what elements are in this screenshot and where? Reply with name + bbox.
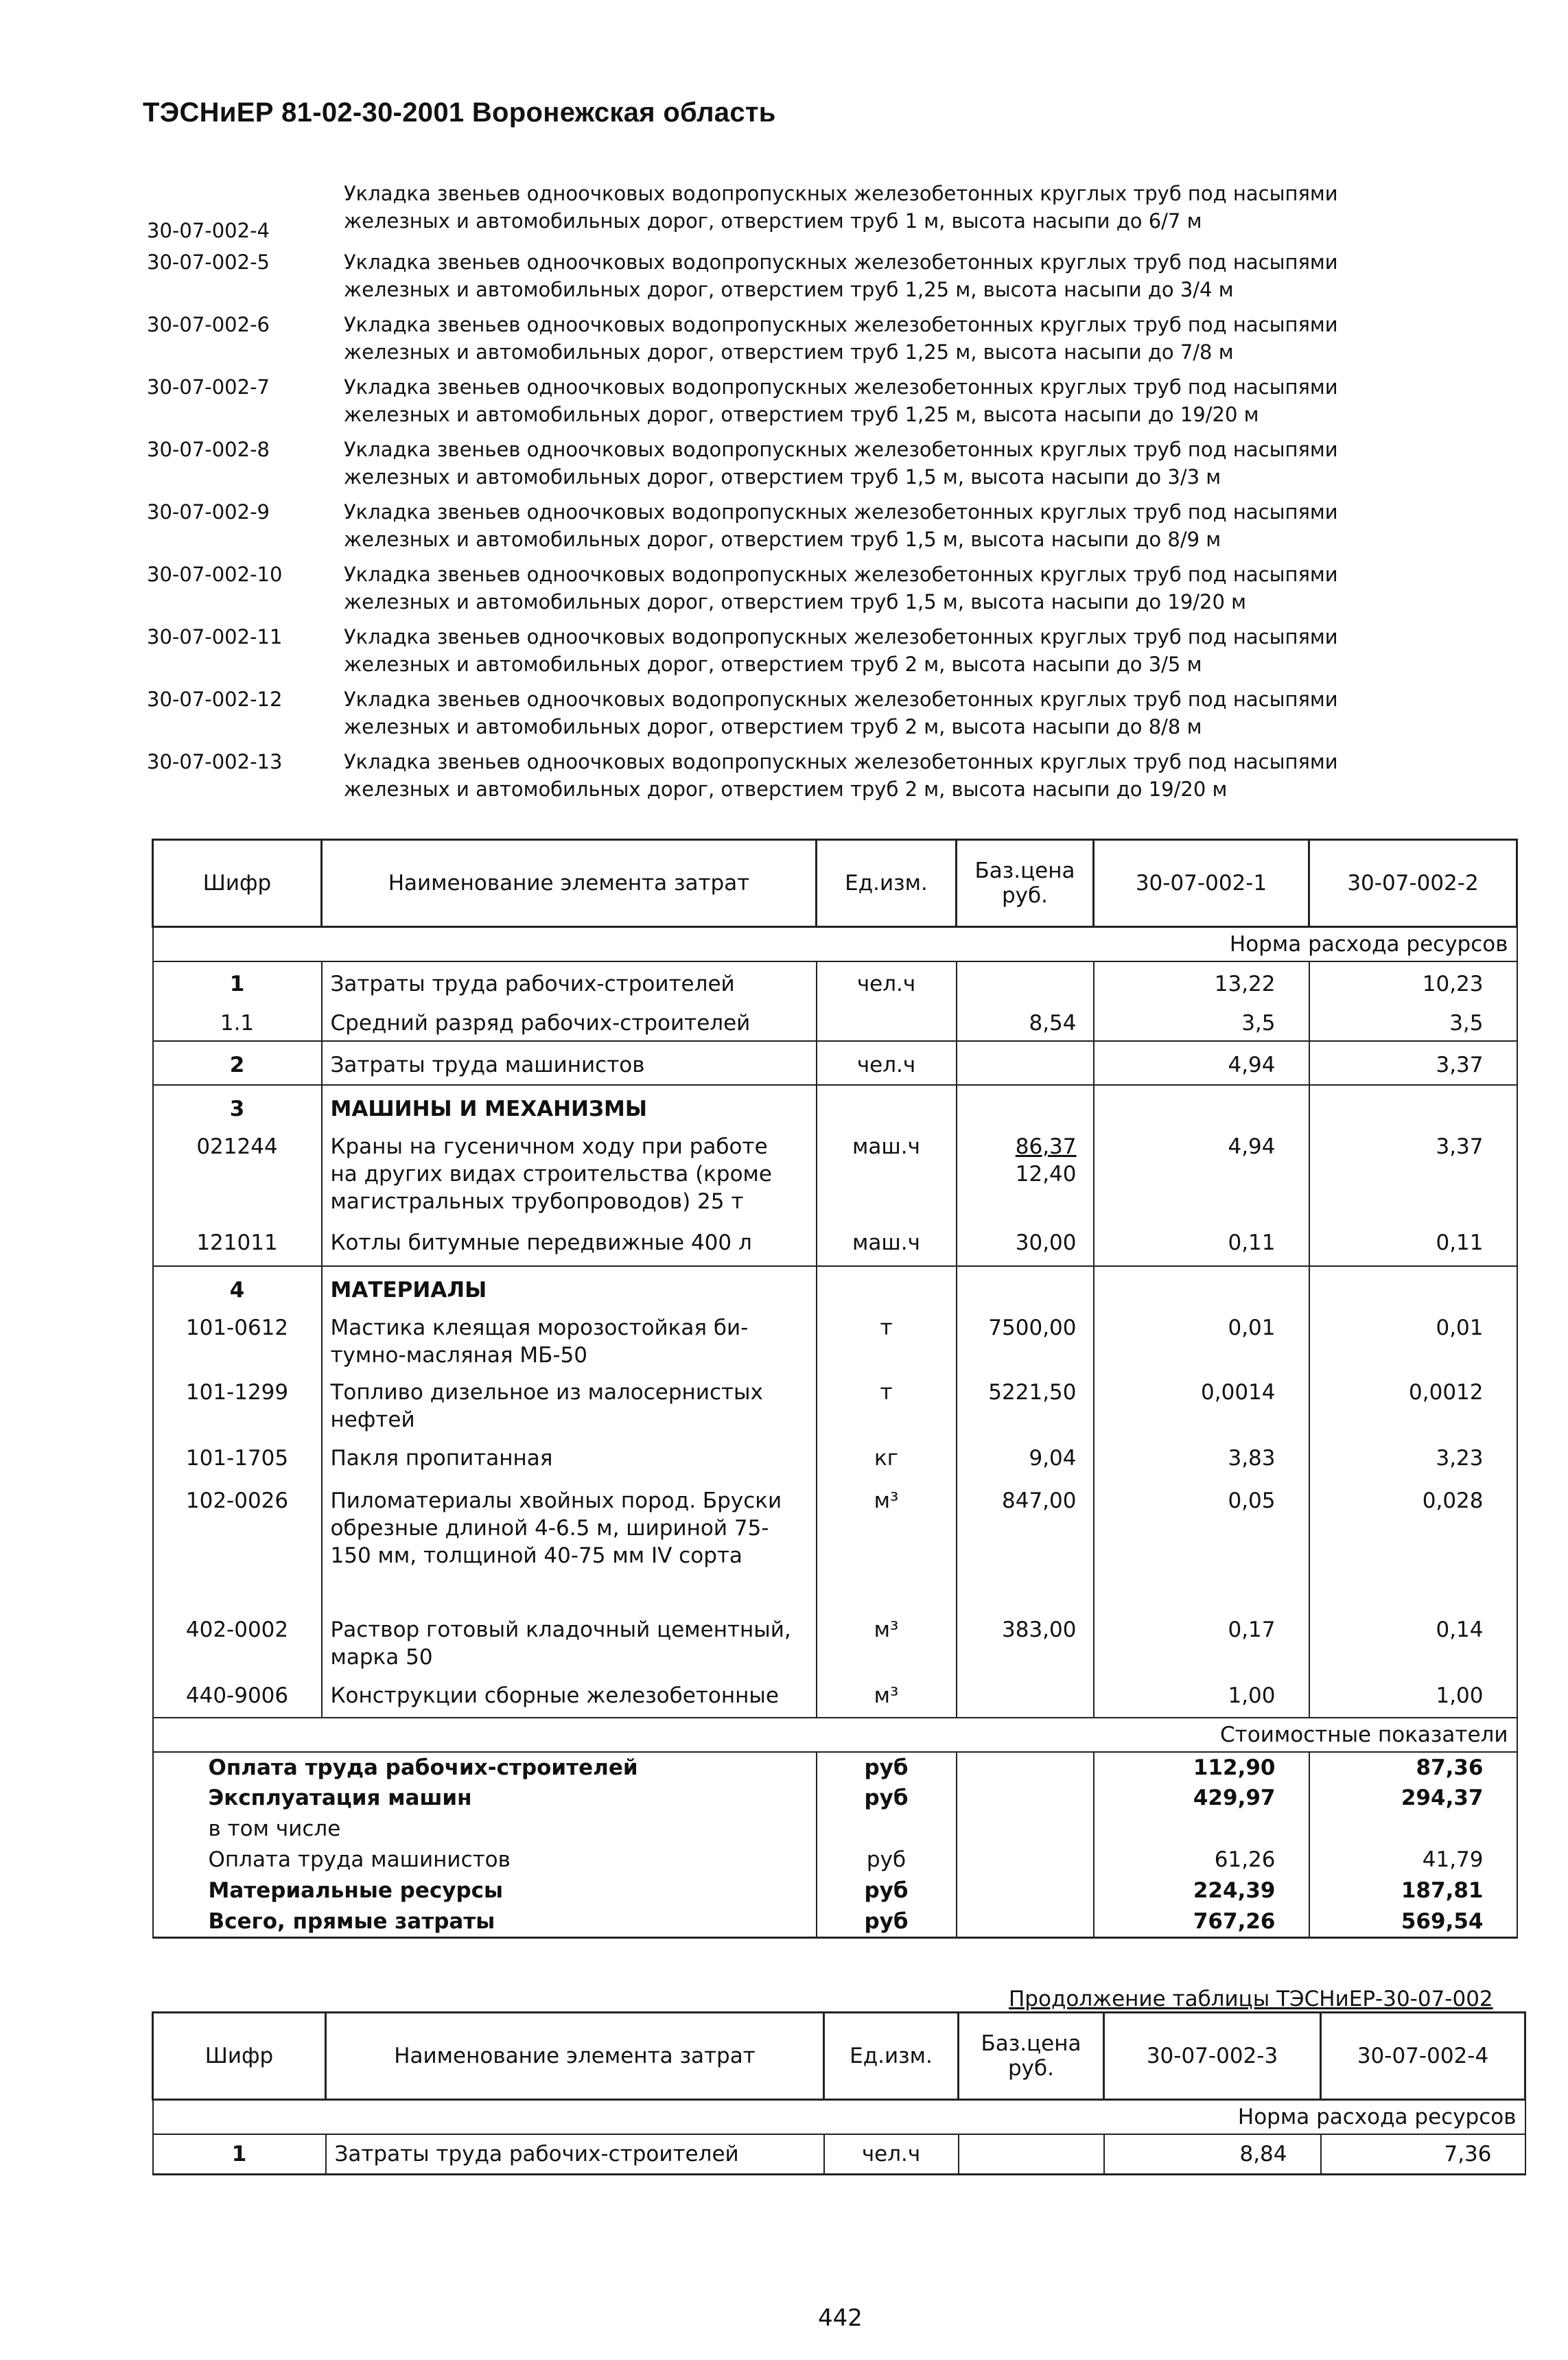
code-row — [147, 498, 1485, 561]
table-row: 101-1705 Пакля пропитанная кг 9,04 3,83 3,23 — [153, 1445, 1517, 1487]
resource-table-2 — [152, 2011, 1526, 2175]
header-price: Баз.цена руб. — [959, 2013, 1104, 2100]
cost-row — [153, 1814, 1517, 1845]
code-description-line: Укладка звеньев одноочковых водопропускных железобетонных круглых труб под насыпями — [344, 250, 1338, 274]
code-description-line: железных и автомобильных дорог, отверстием труб 1,25 м, высота насыпи до 19/20 м — [344, 403, 1259, 426]
page-number: 442 — [818, 2304, 863, 2332]
cost-unit — [817, 1814, 957, 1845]
code-id: 30-07-002-5 — [147, 250, 270, 274]
continuation-caption: Продолжение таблицы ТЭСНиЕР-30-07-002 — [1009, 1987, 1493, 2011]
cost-label: в том числе — [153, 1814, 817, 1845]
code-row — [147, 686, 1485, 748]
cost-label: Всего, прямые затраты — [153, 1906, 817, 1938]
code-row — [147, 561, 1485, 623]
header-col-1: 30-07-002-1 — [1094, 840, 1309, 927]
code-row — [147, 248, 1485, 311]
code-description-line: Укладка звеньев одноочковых водопропускных железобетонных круглых труб под насыпями — [344, 500, 1338, 524]
code-id: 30-07-002-7 — [147, 375, 270, 399]
table-row: 1 Затраты труда рабочих-строителей чел.ч 8,84 7,36 — [153, 2134, 1525, 2174]
code-row — [147, 373, 1485, 436]
cost-value-2: 569,54 — [1309, 1906, 1517, 1938]
code-id: 30-07-002-6 — [147, 313, 270, 336]
code-row — [147, 311, 1485, 373]
cost-value-1: 767,26 — [1094, 1906, 1309, 1938]
code-description-line: железных и автомобильных дорог, отверстием труб 1,5 м, высота насыпи до 8/9 м — [344, 528, 1221, 551]
code-description — [344, 498, 1485, 561]
table-row: 101-0612 Мастика клеящая морозостойкая би- тумно-масляная МБ-50 т 7500,00 0,01 0,01 — [153, 1309, 1517, 1379]
code-description-line: Укладка звеньев одноочковых водопропускных железобетонных круглых труб под насыпями — [344, 438, 1338, 461]
cost-value-1 — [1094, 1814, 1309, 1845]
cost-row — [153, 1783, 1517, 1814]
code-description-line: Укладка звеньев одноочковых водопропускных железобетонных круглых труб под насыпями — [344, 313, 1338, 336]
cost-row — [153, 1752, 1517, 1783]
table-row: 021244 Краны на гусеничном ходу при работе на других видах строительства (кроме магистральных трубопроводов) 25 т маш.ч 86,37 12,40 4,94 3,37 — [153, 1126, 1517, 1229]
code-description — [344, 373, 1485, 436]
table-row: 4 МАТЕРИАЛЫ — [153, 1266, 1517, 1309]
code-description-line: железных и автомобильных дорог, отверстием труб 2 м, высота насыпи до 3/5 м — [344, 653, 1202, 676]
cost-unit: руб — [817, 1752, 957, 1783]
resource-table-1 — [152, 839, 1518, 1939]
code-description-line: Укладка звеньев одноочковых водопропускных железобетонных круглых труб под насыпями — [344, 563, 1338, 586]
code-description — [344, 561, 1485, 623]
header-cipher: Шифр — [153, 2013, 326, 2100]
cost-unit: руб — [817, 1783, 957, 1814]
section-costs: Стоимостные показатели — [153, 1718, 1517, 1752]
cost-label: Материальные ресурсы — [153, 1876, 817, 1906]
code-row — [147, 436, 1485, 498]
code-description-line: железных и автомобильных дорог, отверстием труб 1 м, высота насыпи до 6/7 м — [344, 209, 1202, 233]
code-description — [344, 748, 1485, 810]
code-description-line: железных и автомобильных дорог, отверстием труб 1,25 м, высота насыпи до 7/8 м — [344, 340, 1234, 364]
cost-value-1: 112,90 — [1094, 1752, 1309, 1783]
table-row: 102-0026 Пиломатериалы хвойных пород. Бруски обрезные длиной 4-6.5 м, шириной 75- 150 мм, толщиной 40-75 мм IV сорта м³ 847,00 0,05 0,028 — [153, 1487, 1517, 1616]
code-description-line: железных и автомобильных дорог, отверстием труб 2 м, высота насыпи до 8/8 м — [344, 715, 1202, 738]
table-row: 3 МАШИНЫ И МЕХАНИЗМЫ — [153, 1085, 1517, 1126]
code-row — [147, 623, 1485, 686]
code-description — [344, 248, 1485, 311]
code-description — [344, 623, 1485, 686]
header-col-3: 30-07-002-3 — [1104, 2013, 1321, 2100]
code-row — [147, 180, 1485, 248]
cost-label: Оплата труда машинистов — [153, 1845, 817, 1876]
code-description-line: Укладка звеньев одноочковых водопропускных железобетонных круглых труб под насыпями — [344, 688, 1338, 711]
code-description — [344, 311, 1485, 373]
table-row: 2 Затраты труда машинистов чел.ч 4,94 3,37 — [153, 1041, 1517, 1085]
page-title: ТЭСНиЕР 81-02-30-2001 Воронежская область — [143, 97, 776, 128]
table-row: 121011 Котлы битумные передвижные 400 л маш.ч 30,00 0,11 0,11 — [153, 1229, 1517, 1266]
cost-row — [153, 1876, 1517, 1906]
code-description-line: железных и автомобильных дорог, отверстием труб 1,25 м, высота насыпи до 3/4 м — [344, 278, 1234, 301]
header-unit: Ед.изм. — [817, 840, 957, 927]
header-col-2: 30-07-002-2 — [1309, 840, 1517, 927]
cost-rows — [153, 1752, 1517, 1938]
code-id: 30-07-002-13 — [147, 750, 283, 773]
cost-value-2: 187,81 — [1309, 1876, 1517, 1906]
header-col-4: 30-07-002-4 — [1321, 2013, 1525, 2100]
table-row: 440-9006 Конструкции сборные железобетонные м³ 1,00 1,00 — [153, 1682, 1517, 1718]
code-description — [344, 180, 1485, 248]
section-norms: Норма расхода ресурсов — [153, 927, 1517, 962]
code-id: 30-07-002-12 — [147, 688, 283, 711]
cost-row — [153, 1906, 1517, 1938]
header-name: Наименование элемента затрат — [326, 2013, 824, 2100]
cost-unit: руб — [817, 1845, 957, 1876]
cost-value-1: 224,39 — [1094, 1876, 1309, 1906]
code-id: 30-07-002-4 — [147, 219, 270, 242]
cost-unit: руб — [817, 1906, 957, 1938]
cost-value-2: 294,37 — [1309, 1783, 1517, 1814]
code-id: 30-07-002-10 — [147, 563, 283, 586]
code-id: 30-07-002-9 — [147, 500, 270, 524]
code-description-line: железных и автомобильных дорог, отверстием труб 1,5 м, высота насыпи до 19/20 м — [344, 590, 1247, 614]
cost-unit: руб — [817, 1876, 957, 1906]
code-description — [344, 436, 1485, 498]
cost-row — [153, 1845, 1517, 1876]
cost-value-2 — [1309, 1814, 1517, 1845]
code-description-line: Укладка звеньев одноочковых водопропускных железобетонных круглых труб под насыпями — [344, 182, 1338, 205]
cost-label: Оплата труда рабочих-строителей — [153, 1752, 817, 1783]
code-description-line: Укладка звеньев одноочковых водопропускных железобетонных круглых труб под насыпями — [344, 375, 1338, 399]
header-name: Наименование элемента затрат — [322, 840, 817, 927]
table-row: 402-0002 Раствор готовый кладочный цементный, марка 50 м³ 383,00 0,17 0,14 — [153, 1616, 1517, 1682]
cost-label: Эксплуатация машин — [153, 1783, 817, 1814]
cost-value-1: 429,97 — [1094, 1783, 1309, 1814]
table-row: 1.1 Средний разряд рабочих-строителей 8,54 3,5 3,5 — [153, 1001, 1517, 1041]
table-row: 101-1299 Топливо дизельное из малосернистых нефтей т 5221,50 0,0014 0,0012 — [153, 1379, 1517, 1445]
code-id: 30-07-002-8 — [147, 438, 270, 461]
header-cipher: Шифр — [153, 840, 322, 927]
code-description-line: Укладка звеньев одноочковых водопропускных железобетонных круглых труб под насыпями — [344, 625, 1338, 649]
code-description-list — [147, 180, 1485, 810]
cost-value-1: 61,26 — [1094, 1845, 1309, 1876]
code-row — [147, 748, 1485, 810]
code-description-line: железных и автомобильных дорог, отверстием труб 1,5 м, высота насыпи до 3/3 м — [344, 465, 1221, 489]
code-description — [344, 686, 1485, 748]
code-description-line: железных и автомобильных дорог, отверстием труб 2 м, высота насыпи до 19/20 м — [344, 778, 1228, 801]
header-unit: Ед.изм. — [824, 2013, 959, 2100]
header-price: Баз.цена руб. — [957, 840, 1094, 927]
code-id: 30-07-002-11 — [147, 625, 283, 649]
section-norms: Норма расхода ресурсов — [153, 2100, 1525, 2135]
code-description-line: Укладка звеньев одноочковых водопропускных железобетонных круглых труб под насыпями — [344, 750, 1338, 773]
cost-value-2: 41,79 — [1309, 1845, 1517, 1876]
table-row: 1 Затраты труда рабочих-строителей чел.ч 13,22 10,23 — [153, 961, 1517, 1001]
cost-value-2: 87,36 — [1309, 1752, 1517, 1783]
